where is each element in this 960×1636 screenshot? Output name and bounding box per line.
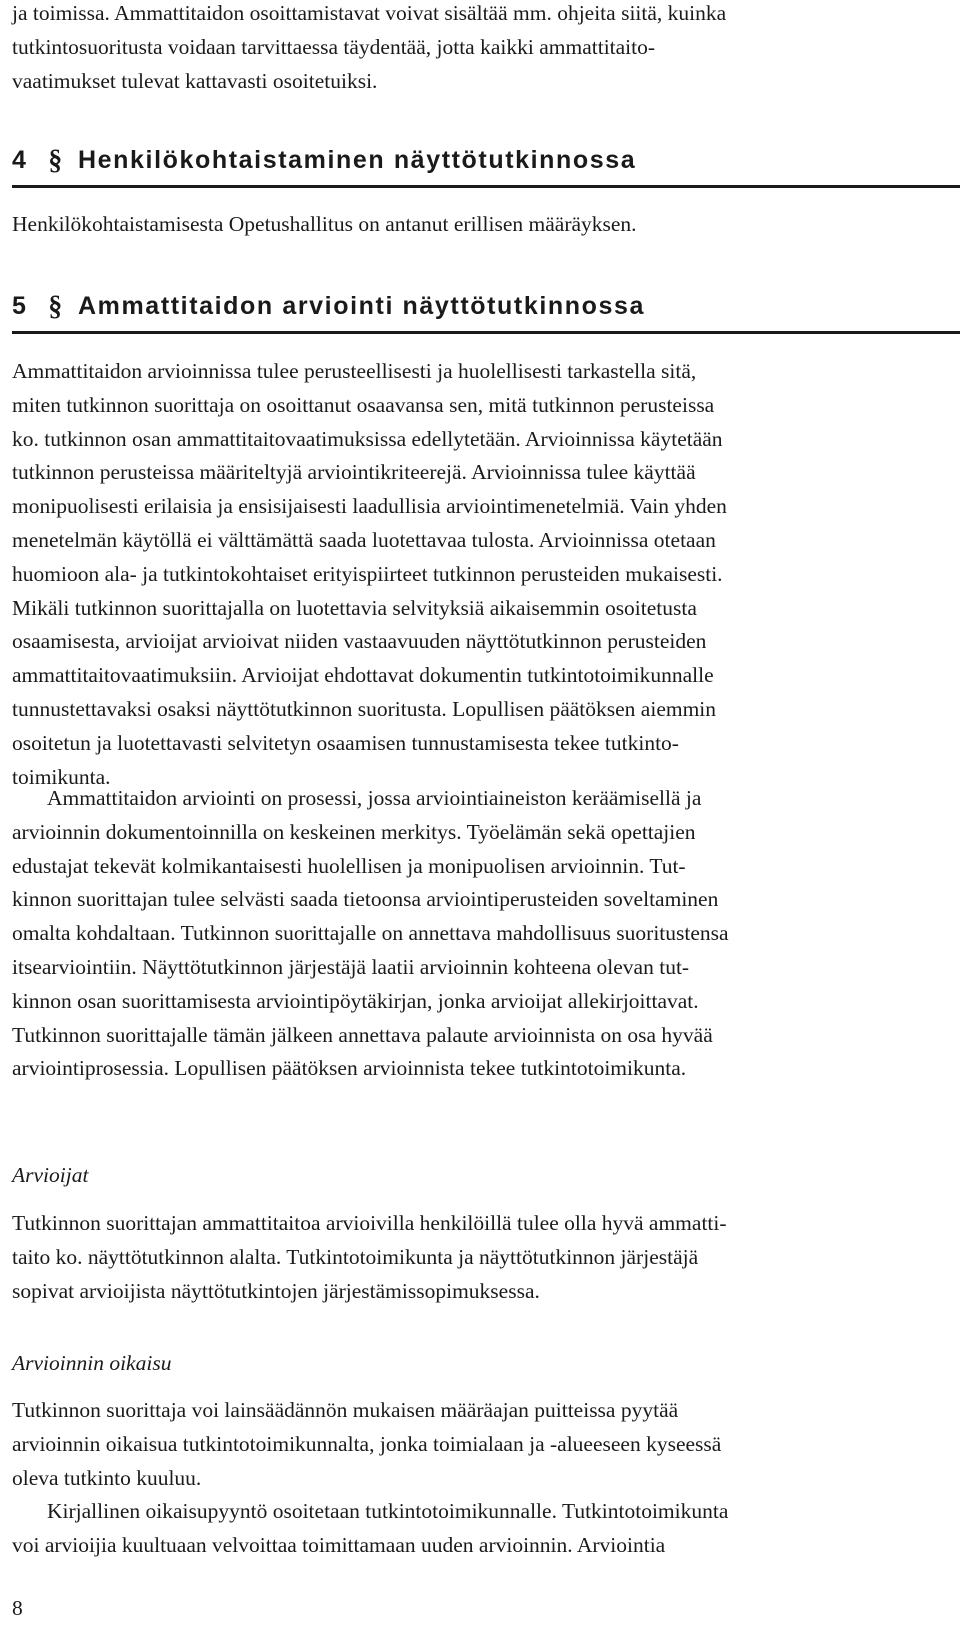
body-line: Ammattitaidon arviointi on prosessi, jossa arviointiaineiston keräämisellä ja xyxy=(47,786,702,810)
body-line: arvioinnin oikaisua tutkintotoimikunnalta, jonka toimialaan ja -alueeseen kyseessä xyxy=(12,1431,722,1456)
body-line: taito ko. näyttötutkinnon alalta. Tutkintotoimikunta ja näyttötutkinnon järjestäjä xyxy=(12,1244,699,1269)
body-line: arvioinnin dokumentoinnilla on keskeinen merkitys. Työelämän sekä opettajien xyxy=(12,819,696,844)
section-title: Henkilökohtaistaminen näyttötutkinnossa xyxy=(78,146,637,174)
body-line: kinnon osan suorittamisesta arviointipöytäkirjan, jonka arvioijat allekirjoittavat. xyxy=(12,988,699,1013)
section-5-paragraph-1 xyxy=(12,355,727,794)
body-line: monipuolisesti erilaisia ja ensisijaisesti laadullisia arviointimenetelmiä. Vain yhden xyxy=(12,494,727,519)
intro-line: tutkintosuoritusta voidaan tarvittaessa täydentää, jotta kaikki ammattitaito- xyxy=(12,34,656,59)
body-line: Kirjallinen oikaisupyyntö osoitetaan tutkintotoimikunnalle. Tutkintotoimikunta xyxy=(47,1499,729,1523)
body-line: kinnon suorittajan tulee selvästi saada tietoonsa arviointiperusteiden soveltaminen xyxy=(12,887,719,912)
body-line: Ammattitaidon arvioinnissa tulee perusteellisesti ja huolellisesti tarkastella sitä, xyxy=(12,359,697,383)
section-4-heading xyxy=(12,140,960,188)
body-line: Henkilökohtaistamisesta Opetushallitus on antanut erillisen määräyksen. xyxy=(12,212,637,236)
intro-line: ja toimissa. Ammattitaidon osoittamistavat voivat sisältää mm. ohjeita siitä, kuinka xyxy=(12,1,727,25)
body-line: osoitetun ja luotettavasti selvitetyn osaamisen tunnustamisesta tekee tutkinto- xyxy=(12,730,679,755)
section-5-paragraph-2 xyxy=(12,782,729,1086)
body-line: osaamisesta, arvioijat arvioivat niiden vastaavuuden näyttötutkinnon perusteiden xyxy=(12,629,707,654)
body-line: ko. tutkinnon osan ammattitaitovaatimuksissa edellytetään. Arvioinnissa käytetään xyxy=(12,426,723,451)
arvioijat-paragraph xyxy=(12,1207,727,1308)
section-number: 4 xyxy=(12,146,28,174)
section-sign-icon: § xyxy=(48,144,64,176)
body-line: itsearviointiin. Näyttötutkinnon järjestäjä laatii arvioinnin kohteena olevan tut- xyxy=(12,954,690,979)
body-line: edustajat tekevät kolmikantaisesti huolellisen ja monipuolisen arvioinnin. Tut- xyxy=(12,853,686,878)
oikaisu-paragraph-1 xyxy=(12,1394,721,1495)
body-line: Tutkinnon suorittajan ammattitaitoa arvioivilla henkilöillä tulee olla hyvä ammatti- xyxy=(12,1211,727,1235)
body-line: miten tutkinnon suorittaja on osoittanut osaavansa sen, mitä tutkinnon perusteissa xyxy=(12,392,715,417)
body-line: voi arvioijia kuultuaan velvoittaa toimittamaan uuden arvioinnin. Arviointia xyxy=(12,1532,666,1557)
body-line: arviointiprosessia. Lopullisen päätöksen arvioinnista tekee tutkintotoimikunta. xyxy=(12,1056,687,1081)
body-line: omalta kohdaltaan. Tutkinnon suorittajalle on annettava mahdollisuus suoritustensa xyxy=(12,921,729,946)
section-number: 5 xyxy=(12,292,28,320)
section-title: Ammattitaidon arviointi näyttötutkinnossa xyxy=(78,292,646,320)
section-4-body xyxy=(12,208,637,242)
subheading-arvioinnin-oikaisu: Arvioinnin oikaisu xyxy=(12,1351,172,1375)
body-line: oleva tutkinto kuuluu. xyxy=(12,1465,202,1490)
body-line: sopivat arvioijista näyttötutkintojen järjestämissopimuksessa. xyxy=(12,1278,540,1303)
oikaisu-paragraph-2 xyxy=(12,1495,728,1563)
section-sign-icon: § xyxy=(48,290,64,322)
section-5-heading xyxy=(12,286,960,334)
body-line: tutkinnon perusteissa määriteltyjä arviointikriteerejä. Arvioinnissa tulee käyttää xyxy=(12,460,696,485)
body-line: tunnustettavaksi osaksi näyttötutkinnon suoritusta. Lopullisen päätöksen aiemmin xyxy=(12,696,717,721)
intro-line: vaatimukset tulevat kattavasti osoitetuiksi. xyxy=(12,68,378,93)
body-line: Tutkinnon suorittaja voi lainsäädännön mukaisen määräajan puitteissa pyytää xyxy=(12,1398,679,1422)
body-line: huomioon ala- ja tutkintokohtaiset erityispiirteet tutkinnon perusteiden mukaisesti. xyxy=(12,561,723,586)
body-line: Mikäli tutkinnon suorittajalla on luotettavia selvityksiä aikaisemmin osoitetusta xyxy=(12,595,697,620)
page-number: 8 xyxy=(12,1596,23,1620)
intro-paragraph xyxy=(12,0,726,98)
subheading-arvioijat: Arvioijat xyxy=(12,1163,89,1187)
body-line: ammattitaitovaatimuksiin. Arvioijat ehdottavat dokumentin tutkintotoimikunnalle xyxy=(12,663,714,688)
body-line: toimikunta. xyxy=(12,764,111,789)
body-line: Tutkinnon suorittajalle tämän jälkeen annettava palaute arvioinnista on osa hyvää xyxy=(12,1022,713,1047)
document-page xyxy=(12,0,960,1636)
body-line: menetelmän käytöllä ei välttämättä saada luotettavaa tulosta. Arvioinnissa otetaan xyxy=(12,527,716,552)
